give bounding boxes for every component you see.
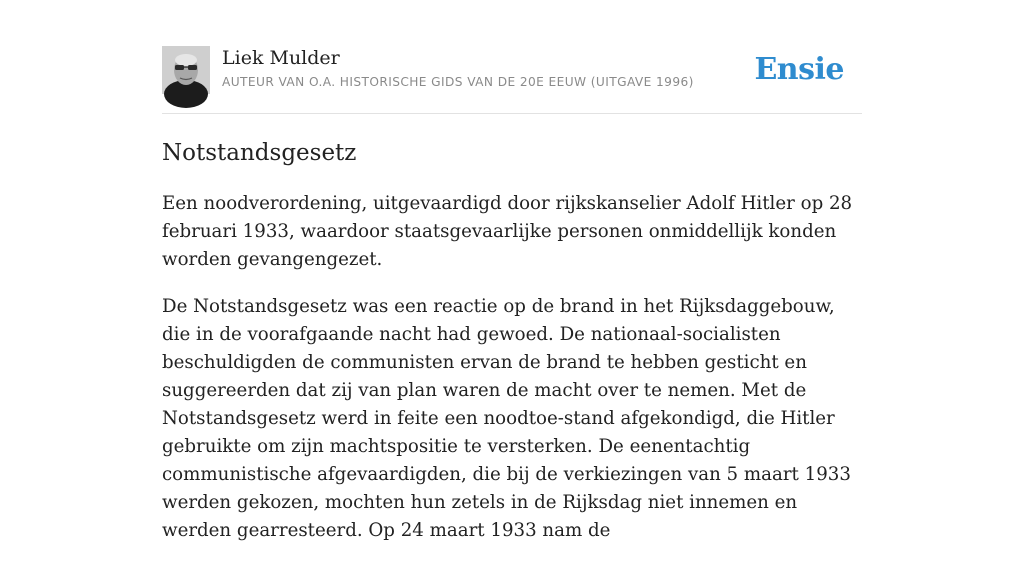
article-paragraph: De Notstandsgesetz was een reactie op de brand in het Rijksdaggebouw, die in de voorafgaande nacht had gewoed. De nationaal-socialisten beschuldigden de communisten ervan de brand te hebben gesticht en suggereerden dat zij van plan waren de macht over te nemen. Met de Notstandsgesetz werd in feite een noodtoe-stand afgekondigd, die Hitler gebruikte om zijn machtspositie te versterken. De eenentachtig communistische afgevaardigden, die bij de verkiezingen van 5 maart 1933 werden gekozen, mochten hun zetels in de Rijksdag niet innemen en werden gearresteerd. Op 24 maart 1933 nam de [162, 296, 851, 541]
author-header [162, 46, 862, 96]
article-paragraph: Een noodverordening, uitgevaardigd door rijkskanselier Adolf Hitler op 28 februari 1933, waardoor staatsgevaarlijke personen onmiddellijk konden worden gevangengezet. [162, 193, 853, 270]
author-subtitle: AUTEUR VAN O.A. HISTORISCHE GIDS VAN DE 20E EEUW (UITGAVE 1996) [222, 75, 694, 89]
article-title: Notstandsgesetz [162, 140, 357, 166]
author-avatar[interactable] [162, 46, 210, 94]
article-body [162, 190, 864, 564]
author-portrait-icon [162, 46, 210, 94]
header-divider [162, 113, 862, 114]
ensie-logo[interactable]: Ensie [754, 52, 844, 87]
author-name[interactable]: Liek Mulder [222, 47, 340, 69]
